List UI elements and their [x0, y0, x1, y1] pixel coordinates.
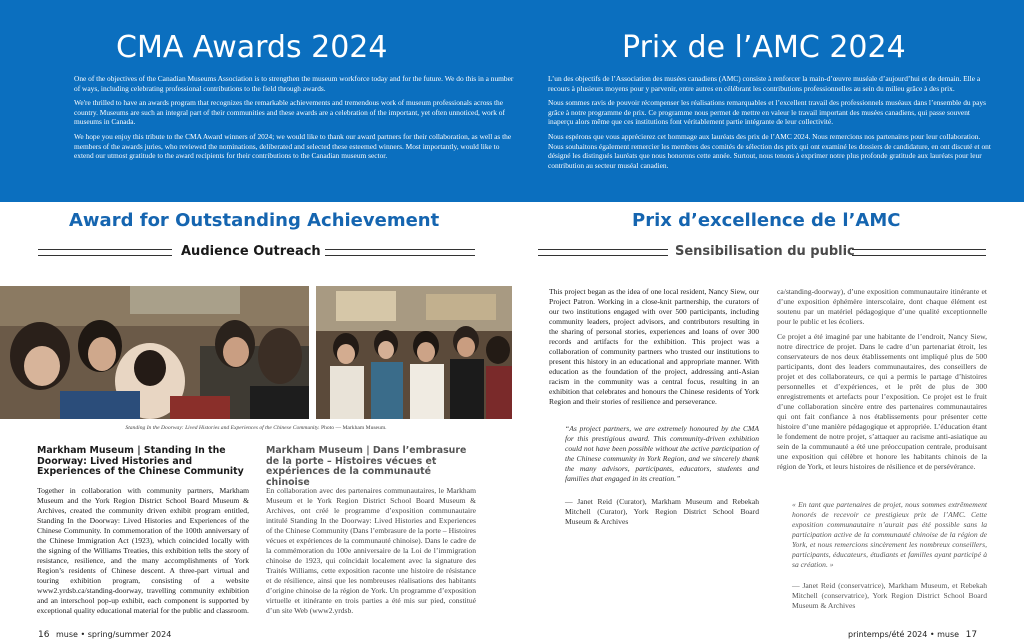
article-body-fr — [266, 486, 476, 621]
footer-left — [34, 630, 171, 640]
banner-paragraph: We're thrilled to have an awards program that recognizes the remarkable achievements and tremendous work of museum professionals across the country. Museums are such an integral part of their communities and these awards are a celebration of the important, yet often unnoticed, work of museums in Canada. — [74, 98, 505, 127]
banner-paragraph: Nous espérons que vous apprécierez cet hommage aux lauréats des prix de l’AMC 2024. Nous remercions nos partenaires pour leur collaboration. Nous souhaitons également remercier les membres des comités de sélection des prix qui ont examiné les dossiers de candidature, en ont discuté et ont désigné les distingués lauréats que nous honorons cette année. Surtout, nous tenons à exprimer notre plus profonde gratitude aux lauréats pour leur contribution au secteur muséal canadien. — [548, 131, 991, 170]
pull-quote-source-fr: — Janet Reid (conservatrice), Markham Museum, et Rebekah Mitchell (conservatrice), York Region District School Board Museum & Archives — [792, 581, 987, 610]
divider-rule — [38, 249, 172, 256]
divider-rule — [538, 249, 668, 256]
banner-title-en: CMA Awards 2024 — [116, 30, 388, 65]
award-title-fr: Prix d’excellence de l’AMC — [632, 210, 901, 231]
article-body-en-continued — [549, 287, 759, 412]
pull-quote-en: “As project partners, we are extremely honoured by the CMA for this prestigious award. This community-driven exhibition could not have been possible without the active participation of the Chinese community in York Region, and we sincerely thank the many advisors, participants, educators, students and families that engaged in its creation.” — [565, 424, 759, 483]
divider-rule — [852, 249, 986, 256]
page-number-left: 16 — [38, 630, 50, 640]
divider-rule — [325, 249, 475, 256]
award-subtitle-en: Audience Outreach — [181, 244, 321, 259]
article-paragraph: Together in collaboration with community partners, Markham Museum and the York Region District School Board Museum & Archives, created the community driven exhibit program entitled, Standing In the Doorway: Lived Histories and Experiences of the Chinese Community. In commemoration of the 100th anniversary of the Chinese Immigration Act (1923), which coincided locally with the signing of the Williams Treaties, this exhibition tells the story of resistance, resilience, and the many accomplishments of York Region’s residents of Chinese descent. A three-part virtual and touring exhibition program, consisting of a website www2.yrdsb.ca/standing-doorway, travelling community exhibition and an interschool pop-up exhibit, each component is supported by exceptional quality educational material for the public and classroom. — [37, 486, 249, 615]
article-paragraph: Ce projet a été imaginé par une habitante de l’endroit, Nancy Siew, notre directrice de projet. Dans le cadre d’un partenariat étroit, les conservateurs de nos deux établissements ont impliqué plus de 500 participants, dont des leaders communautaires, des conseillers de projet et des collaborateurs, ce qui a permis le partage d’histoires personnelles et d’expériences, et le prêt de plus de 300 enregistrements et artefacts pour l’exposition. Ce projet est le fruit d’une collaboration sincère entre des partenaires communautaires qui ont fait confiance à nos établissements pour présenter cette histoire d’une manière pédagogique et appropriée. L’éducation étant le fondement de notre projet, s’attaquer au racisme anti-asiatique au sein de la communauté a été une préoccupation centrale, produisant une exposition qui célèbre et honore les habitants chinois de la région de York, et leurs histoires de résilience et de persévérance. — [777, 332, 987, 471]
pull-quote-source-en: — Janet Reid (Curator), Markham Museum and Rebekah Mitchell (Curator), York Region District School Board Museum & Archives — [565, 497, 759, 526]
exhibit-photo-left — [0, 286, 309, 419]
award-subtitle-fr: Sensibilisation du public — [675, 244, 855, 259]
banner-paragraph: One of the objectives of the Canadian Museums Association is to strengthen the museum workforce today and for the future. We do this in a number of ways, including celebrating professional contributions to the field through awards. — [74, 74, 514, 93]
exhibit-photo-right — [316, 286, 512, 419]
article-paragraph: ca/standing-doorway), d’une exposition communautaire itinérante et d’une exposition éphémère interscolaire, dont chaque élément est soutenu par un matériel pédagogique d’une qualité exceptionnelle pour le public et les écoliers. — [777, 287, 987, 326]
photo-credit: Photo — Markham Museum. — [319, 425, 387, 431]
footer-label-right: printemps/été 2024 • muse — [848, 630, 960, 639]
article-paragraph: This project began as the idea of one local resident, Nancy Siew, our Project Patron. Working in a close-knit partnership, the curators of our two institutions engaged with over 500 participants, including community leaders, project advisors, and contributors resulting in the sharing of personal stories, experiences and loans of over 300 records and artifacts for the exhibition. This project was a collaboration of community partners who trusted our institutions to present this history in an educational and appropriate manner. With education as the foundation of the project, addressing anti-Asian racism in the community was a central focus, resulting in an exhibition that celebrates and honours the Chinese residents of York Region and their stories of resilience and perseverance. — [549, 287, 759, 406]
award-title-en: Award for Outstanding Achievement — [69, 210, 440, 231]
footer-label-left: muse • spring/summer 2024 — [56, 630, 172, 639]
footer-right — [848, 630, 981, 640]
article-body-fr-continued — [777, 287, 987, 477]
article-paragraph: En collaboration avec des partenaires communautaires, le Markham Museum et le York Region District School Board Museum & Archives, ont créé le programme d’exposition communautaire intitulé Standing In the Doorway: Lived Histories and Experiences of the Chinese Community (Dans l’embrasure de la porte – Histoires vécues et expériences de la communauté chinoise). Dans le cadre de la commémoration du 100e anniversaire de la Loi de l’immigration chinoise de 1923, qui coïncidait localement avec la signature des Traités Williams, cette exposition raconte une histoire de résistance et de résilience, ainsi que les nombreuses réalisations des habitants d’origine chinoise de la région de York. Un programme d’exposition virtuelle et itinérante en trois parties a été mis sur pied, constitué d’un site Web (www2.yrdsb. — [266, 486, 476, 615]
article-title-fr: Markham Museum | Dans l’embrasure de la porte – Histoires vécues et expériences de la communauté chinoise — [266, 445, 467, 488]
exhibit-photo-right-image — [316, 286, 512, 419]
article-body-en — [37, 486, 249, 621]
banner-paragraph: L’un des objectifs de l’Association des musées canadiens (AMC) consiste à renforcer la main-d’œuvre muséale d’aujourd’hui et de demain. Elle a recours à plusieurs moyens pour y parvenir, entre autres en célébrant les contributions professionnelles au sein du milieu grâce à des prix. — [548, 74, 981, 93]
banner-intro-en — [74, 74, 514, 166]
photo-caption — [0, 425, 512, 431]
banner-title-fr: Prix de l’AMC 2024 — [622, 30, 906, 65]
header-banner — [0, 0, 1024, 202]
article-title-en: Markham Museum | Standing In the Doorway: Lived Histories and Experiences of the Chinese Community — [37, 445, 244, 477]
banner-paragraph: We hope you enjoy this tribute to the CMA Award winners of 2024; we would like to thank our award partners for their collaboration, as well as the members of the awards juries, who reviewed the nominations, deliberated and selected these esteemed winners. Most importantly, would like to extend our utmost gratitude to the award recipients for their contributions to the Canadian museum sector. — [74, 131, 512, 161]
pull-quote-fr: « En tant que partenaires de projet, nous sommes extrêmement honorés de recevoir ce prestigieux prix de l’AMC. Cette exposition communautaire n’aurait pas été possible sans la participation active de la communauté chinoise de la région de York, et nous remercions sincèrement les nombreux conseillers, participants, éducateurs, étudiants et familles ayant participé à sa création. » — [792, 500, 987, 569]
banner-paragraph: Nous sommes ravis de pouvoir récompenser les réalisations remarquables et l’excellent travail des professionnels muséaux dans l’ensemble du pays grâce à notre programme de prix. Ce programme nous permet de mettre en valeur le travail important des musées canadiens, qui passe souvent inaperçu alors même que ces institutions font véritablement partie intégrante de leur collectivité. — [548, 98, 986, 127]
banner-intro-fr — [548, 74, 994, 175]
photo-caption-title: Standing In the Doorway: Lived Histories and Experiences of the Chinese Community. — [125, 425, 320, 431]
page-number-right: 17 — [965, 630, 978, 640]
exhibit-photo-left-image — [0, 286, 309, 419]
